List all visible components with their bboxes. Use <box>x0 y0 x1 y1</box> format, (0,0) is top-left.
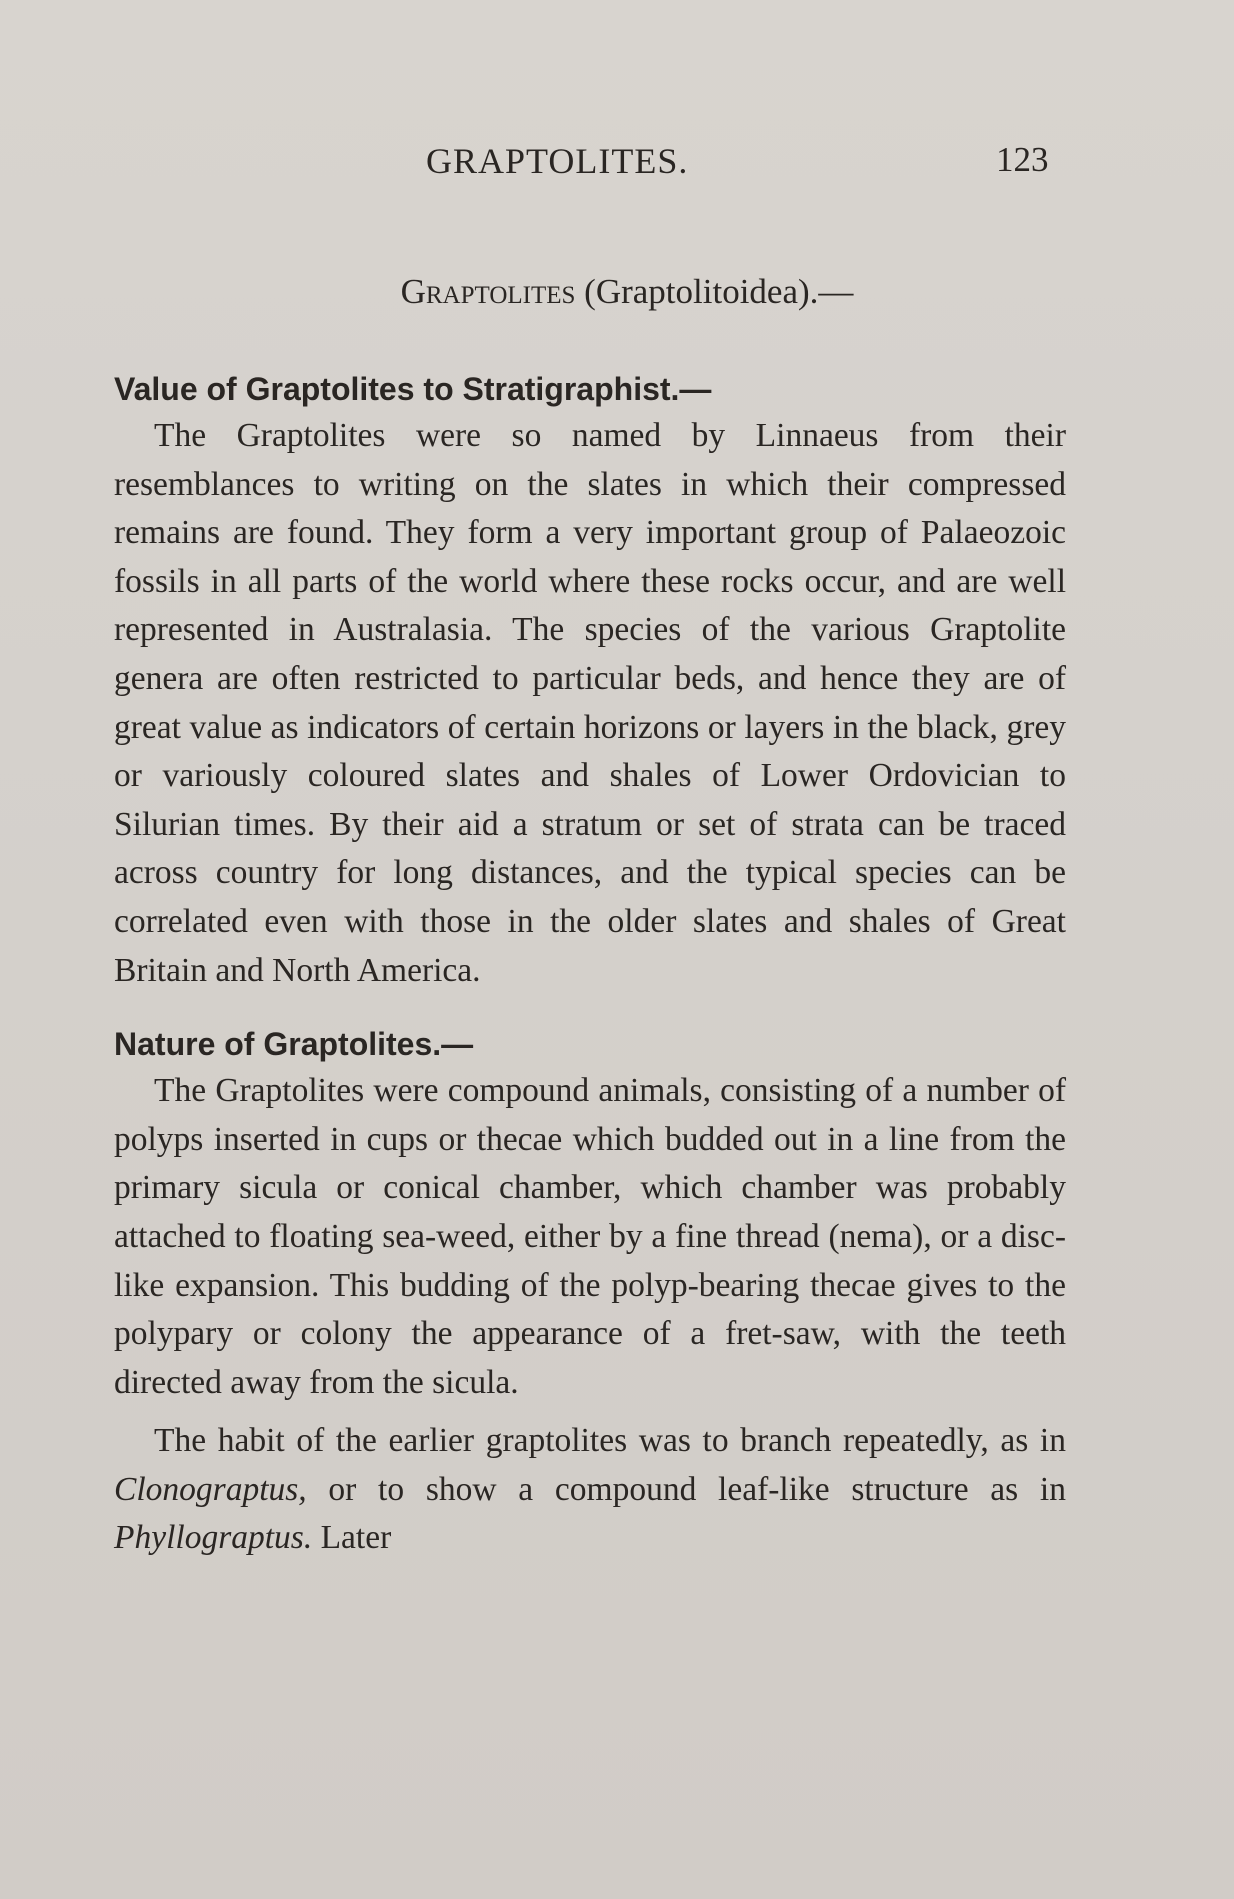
page-number: 123 <box>996 140 1049 179</box>
habit-paragraph <box>114 1417 1066 1563</box>
habit-text-3: Later <box>312 1519 392 1557</box>
habit-text-1: The habit of the earlier graptolites was to branch repeatedly, as in <box>154 1422 1066 1460</box>
section-title <box>0 272 1234 312</box>
running-head <box>0 140 1234 190</box>
section-title-rest: (Graptolitoidea).— <box>575 272 854 311</box>
genus-phyllograptus: Phyllograptus. <box>114 1519 313 1557</box>
nature-heading: Nature of Graptolites.— <box>114 1026 474 1063</box>
habit-text-2: or to show a compound leaf-like structure as in <box>306 1470 1066 1508</box>
value-heading: Value of Graptolites to Stratigraphist.— <box>114 371 712 407</box>
running-title: GRAPTOLITES. <box>426 141 689 181</box>
section-title-smallcaps: Graptolites <box>400 272 576 311</box>
nature-paragraph: The Graptolites were compound animals, consisting of a number of polyps inserted in cups or thecae which budded out in a line from the primary sicula or conical chamber, which chamber was probably attached to floating sea-weed, either by a fine thread (nema), or a disc-like expansion. This budding of the polyp-bearing thecae gives to the polypary or colony the appearance of a fret-saw, with the teeth directed away from the sicula. <box>114 1072 1066 1401</box>
page-content <box>114 366 1066 1563</box>
spacer <box>114 1407 1066 1417</box>
value-paragraph: The Graptolites were so named by Linnaeus from their resemblances to writing on the slates in which their compressed remains are found. They form a very important group of Palaeozoic fossils in all parts of the world where these rocks occur, and are well represented in Australasia. The species of the various Graptolite genera are often restricted to particular beds, and hence they are of great value as indicators of certain horizons or layers in the black, grey or variously coloured slates and shales of Lower Ordovician to Silurian times. By their aid a stratum or set of strata can be traced across country for long distances, and the typical species can be correlated even with those in the older slates and shales of Great Britain and North America. <box>114 417 1066 989</box>
genus-clonograptus: Clonograptus, <box>114 1470 307 1508</box>
spacer <box>114 995 1066 1021</box>
